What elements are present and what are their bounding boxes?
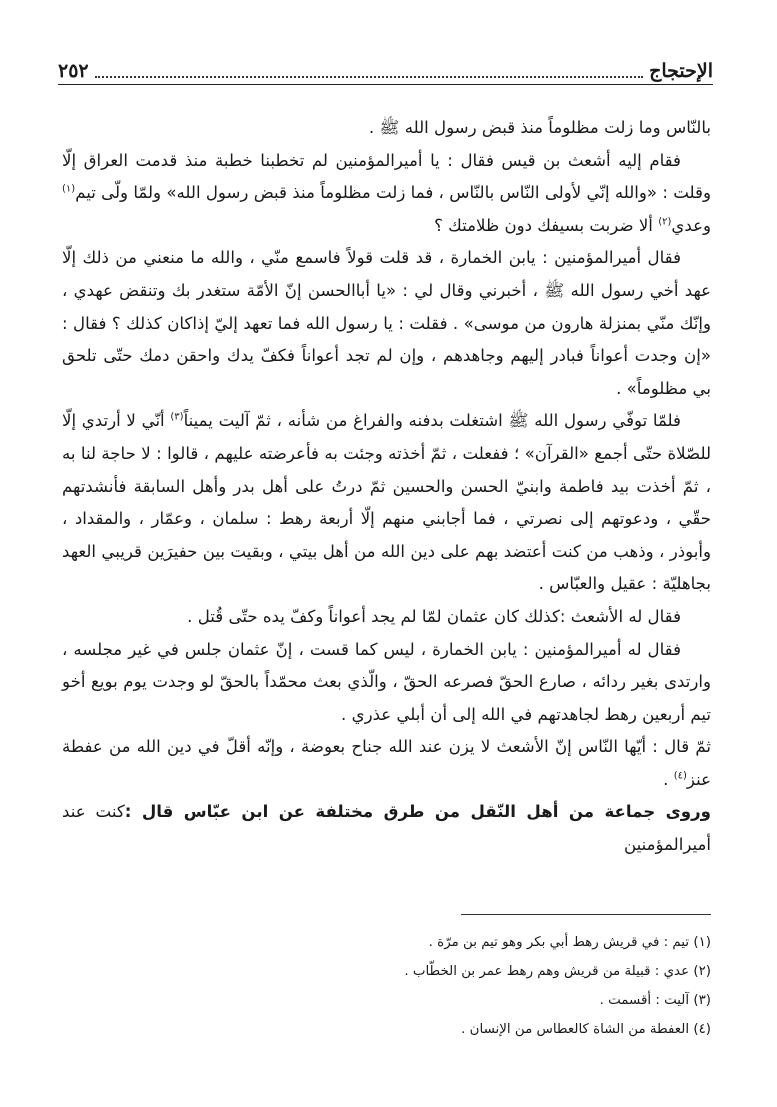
page-header bbox=[58, 56, 713, 85]
footnote-ref: (٤) bbox=[673, 770, 687, 782]
paragraph: فقال له الأشعث :كذلك كان عثمان لمّا لم يجد أعواناً وكفّ يده حتّى قُتل . bbox=[187, 606, 681, 626]
paragraph: بالنّاس وما زلت مظلوماً منذ قبض رسول الله ﷺ . bbox=[368, 118, 711, 137]
paragraph: فقال أميرالمؤمنين : يابن الخمارة ، قد قلت قولاً فاسمع منّي ، والله ما منعني من ذلك إلّا عهد أخي رسول الله ﷺ ، أخبرني وقال لي : «يا أباالحسن إنّ الأمّة ستغدر بك وتنقض عهدي ، وإنّك منّي بمنزلة هارون من موسى» . فقلت : يا رسول الله فما تعهد إليّ إذاكان كذلك ؟ فقال : «إن وجدت أعواناً فبادر إليهم وجاهدهم ، وإن لم تجد أعواناً فكفّ يدك واحقن دمك حتّى تلحق بي مظلوماً» . bbox=[62, 248, 711, 398]
footnotes bbox=[62, 928, 711, 1044]
footnote: (٣) آليت : أقسمت . bbox=[599, 993, 711, 1008]
paragraph: فقال له أميرالمؤمنين : يابن الخمارة ، ليس كما قست ، إنّ عثمان جلس في غير مجلسه ، وارتدى بغير ردائه ، صارع الحقّ فصرعه الحقّ ، والّذي بعث محمّداً بالحقّ لو وجدت يوم بويع أخو تيم أربعين رهط لجاهدتهم في الله إلى أن أبلي عذري . bbox=[62, 639, 711, 724]
footnote: (١) تيم : في قريش رهط أبي بكر وهو تيم بن مرّة . bbox=[428, 935, 711, 950]
footnote-divider bbox=[461, 914, 711, 915]
paragraph: وروى جماعة من أهل النّقل من طرق مختلفة عن ابن عبّاس قال :كنت عند أميرالمؤمنين bbox=[62, 802, 711, 855]
running-title: الإحتجاج bbox=[649, 60, 713, 82]
footnote-ref: (٢) bbox=[658, 216, 672, 228]
page-number: ٢٥٢ bbox=[58, 60, 89, 82]
footnote: (٤) العفطة من الشاة كالعطاس من الإنسان . bbox=[461, 1022, 711, 1037]
footnote: (٢) عدي : قبيلة من قريش وهم رهط عمر بن الخطّاب . bbox=[404, 964, 711, 979]
paragraph: فقام إليه أشعث بن قيس فقال : يا أميرالمؤمنين لم تخطبنا خطبة منذ قدمت العراق إلّا وقلت : «والله إنّي لأولى النّاس بالنّاس ، فما زلت مظلوماً منذ قبض رسول الله» ولمّا ولّى تيم$^{(١)}$ وعدي$^{(٢)}$ ألا ضربت بسيفك دون ظلامتك ؟ bbox=[62, 150, 711, 235]
footnote-ref: (٣) bbox=[170, 411, 184, 423]
main-text bbox=[62, 112, 711, 862]
header-dotted-leader bbox=[95, 76, 643, 78]
footnote-ref: (١) bbox=[62, 183, 76, 195]
bold-lead: وروى جماعة من أهل النّقل من طرق مختلفة عن ابن عبّاس قال : bbox=[124, 802, 711, 822]
paragraph: ثمّ قال : أيّها النّاس إنّ الأشعث لا يزن عند الله جناح بعوضة ، وإنّه أقلّ في دين الله من عفطة عنز$^{(٤)}$ . bbox=[62, 737, 711, 789]
paragraph: فلمّا توفّي رسول الله ﷺ اشتغلت بدفنه والفراغ من شأنه ، ثمّ آليت يميناً$^{(٣)}$ أنّي لا أرتدي إلّا للصّلاة حتّى أجمع «القرآن» ؛ ففعلت ، ثمّ أخذته وجئت به فأعرضته عليهم ، قالوا : لا حاجة لنا به ، ثمّ أخذت بيد فاطمة وابنيّ الحسن والحسين ثمّ درتُ على أهل بدر وأهل السابقة فأنشدتهم حقّي ، ودعوتهم إلى نصرتي ، فما أجابني منهم إلّا أربعة رهط : سلمان ، وعمّار ، والمقداد ، وأبوذر ، وذهب من كنت أعتضد بهم على دين الله من أهل بيتي ، وبقيت بين حفيرَين قريبي العهد بجاهليّة : عقيل والعبّاس . bbox=[62, 411, 711, 594]
